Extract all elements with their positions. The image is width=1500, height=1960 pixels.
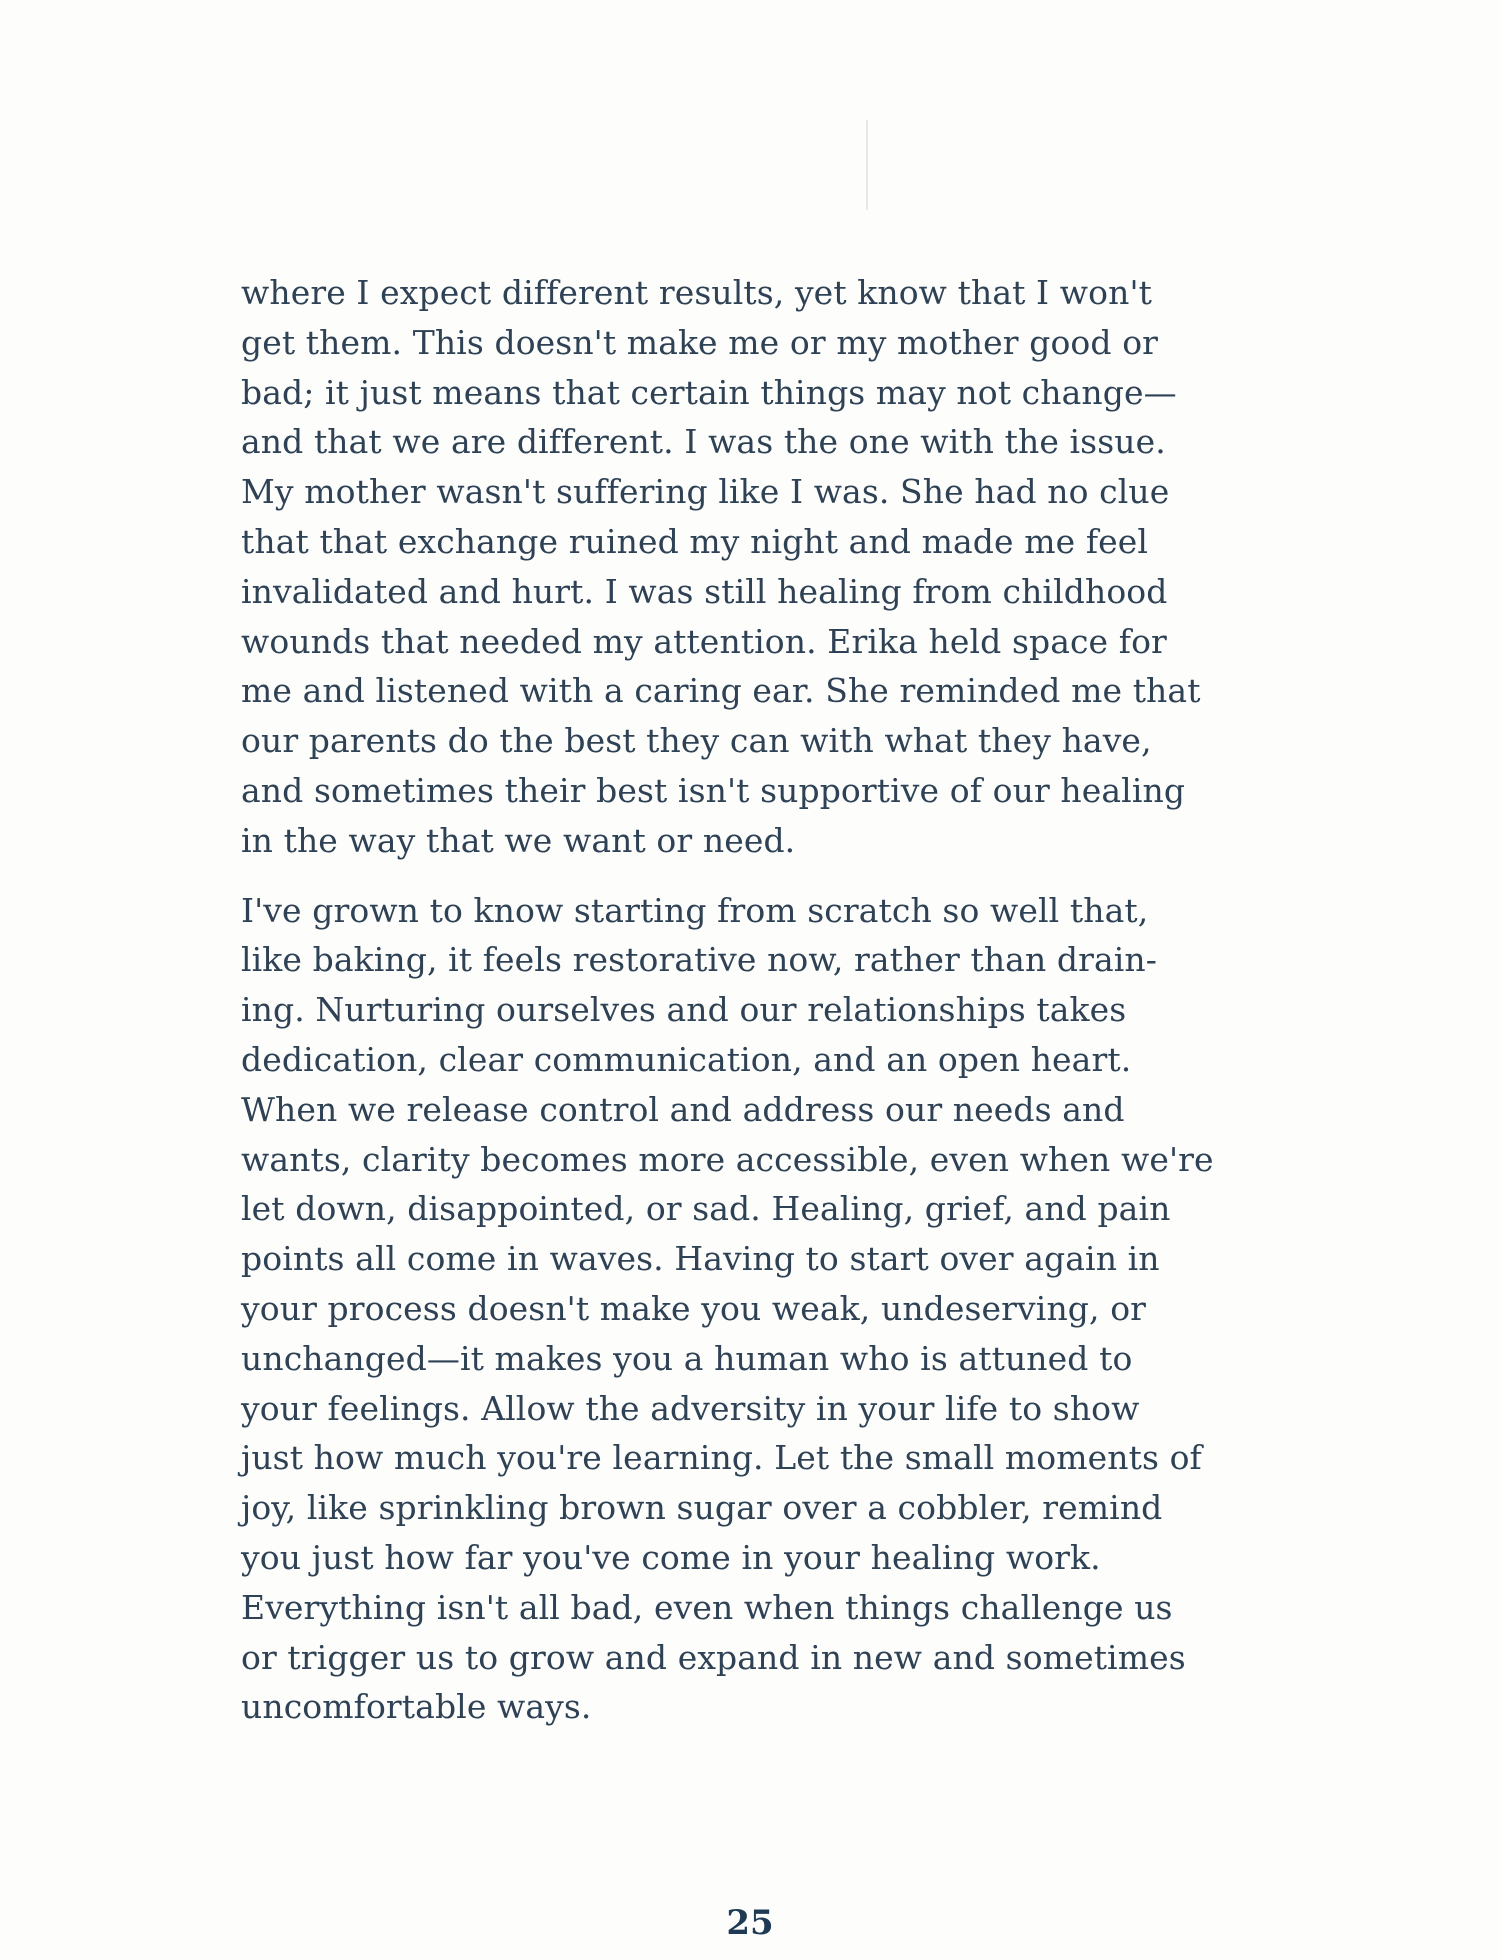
text-line: I've grown to know starting from scratch so well that, [241, 890, 1149, 930]
text-line: your process doesn't make you weak, undeserving, or [241, 1288, 1147, 1328]
text-line: get them. This doesn't make me or my mother good or [241, 322, 1159, 362]
text-line: me and listened with a caring ear. She reminded me that [241, 671, 1201, 711]
text-line: ing. Nurturing ourselves and our relationships takes [241, 990, 1127, 1030]
text-line: invalidated and hurt. I was still healing from childhood [241, 571, 1168, 611]
text-line: just how much you're learning. Let the small moments of [241, 1438, 1202, 1478]
text-line: points all come in waves. Having to start over again in [241, 1239, 1160, 1279]
paragraph-1 [241, 268, 1271, 866]
text-line: wants, clarity becomes more accessible, even when we're [241, 1139, 1214, 1179]
text-line: My mother wasn't suffering like I was. She had no clue [241, 472, 1170, 512]
text-line: let down, disappointed, or sad. Healing, grief, and pain [241, 1189, 1171, 1229]
text-line: and that we are different. I was the one with the issue. [241, 422, 1166, 462]
page-number: 25 [726, 1903, 774, 1943]
scan-artifact [866, 120, 868, 210]
text-line: dedication, clear communication, and an open heart. [241, 1039, 1132, 1079]
paragraph-spacer [241, 866, 1271, 886]
text-line: joy, like sprinkling brown sugar over a cobbler, remind [241, 1488, 1163, 1528]
text-line: that that exchange ruined my night and made me feel [241, 521, 1149, 561]
text-line: or trigger us to grow and expand in new and sometimes [241, 1637, 1186, 1677]
text-line: like baking, it feels restorative now, rather than drain- [241, 940, 1158, 980]
text-line: uncomfortable ways. [241, 1687, 592, 1727]
text-line: you just how far you've come in your healing work. [241, 1537, 1101, 1577]
text-line: our parents do the best they can with what they have, [241, 721, 1152, 761]
text-line: your feelings. Allow the adversity in your life to show [241, 1388, 1140, 1428]
text-line: bad; it just means that certain things may not change— [241, 372, 1177, 412]
paragraph-2 [241, 886, 1271, 1733]
text-line: Everything isn't all bad, even when things challenge us [241, 1587, 1173, 1627]
body-text [241, 268, 1271, 1732]
text-line: where I expect different results, yet know that I won't [241, 273, 1152, 312]
text-line: in the way that we want or need. [241, 820, 796, 860]
text-line: wounds that needed my attention. Erika held space for [241, 621, 1167, 661]
text-line: and sometimes their best isn't supportive of our healing [241, 770, 1186, 810]
text-line: When we release control and address our needs and [241, 1089, 1125, 1129]
text-line: unchanged—it makes you a human who is attuned to [241, 1338, 1133, 1378]
